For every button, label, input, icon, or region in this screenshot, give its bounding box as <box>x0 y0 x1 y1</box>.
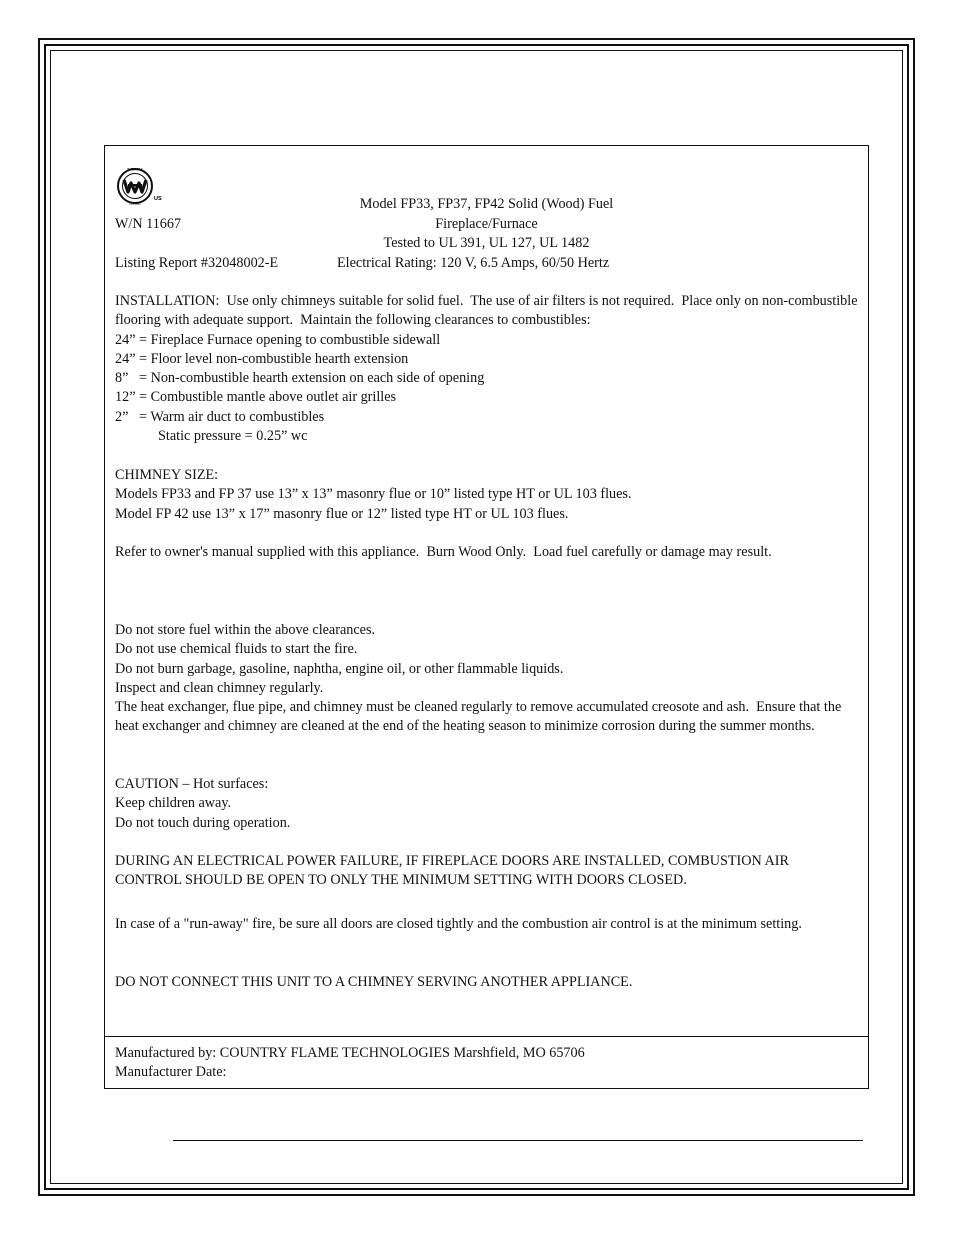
electrical-rating: Electrical Rating: 120 V, 6.5 Amps, 60/50 Hertz <box>337 255 610 271</box>
footer-divider <box>105 1036 868 1037</box>
chimney-line-2: Model FP 42 use 13” x 17” masonry flue or 12” listed type HT or UL 103 flues. <box>115 505 569 522</box>
model-line: Model FP33, FP37, FP42 Solid (Wood) Fuel <box>359 196 614 212</box>
manufacturer: Manufactured by: COUNTRY FLAME TECHNOLOGIES Marshfield, MO 65706 <box>115 1045 585 1061</box>
tested-standards: Tested to UL 391, UL 127, UL 1482 <box>383 235 590 251</box>
clearance-4: 12” = Combustible mantle above outlet air grilles <box>115 389 397 406</box>
appliance-type: Fireplace/Furnace <box>435 216 538 232</box>
warning-4: Inspect and clean chimney regularly. <box>115 679 324 696</box>
clearance-3: 8” = Non-combustible hearth extension on each side of opening <box>115 370 485 387</box>
do-not-connect-warning: DO NOT CONNECT THIS UNIT TO A CHIMNEY SERVING ANOTHER APPLIANCE. <box>115 974 633 990</box>
clearance-1: 24” = Fireplace Furnace opening to combustible sidewall <box>115 331 441 348</box>
certification-mark-top: INTERTEK <box>127 167 143 172</box>
warning-1: Do not store fuel within the above clearances. <box>115 622 376 638</box>
certification-mark-bottom: LISTED <box>129 202 141 206</box>
chimney-line-1: Models FP33 and FP 37 use 13” x 13” masonry flue or 10” listed type HT or UL 103 flues. <box>115 486 632 503</box>
manufacturer-footer <box>115 1044 585 1083</box>
warning-3: Do not burn garbage, gasoline, naphtha, engine oil, or other flammable liquids. <box>115 660 564 677</box>
installation-section <box>115 292 862 446</box>
power-failure-warning: DURING AN ELECTRICAL POWER FAILURE, IF FIREPLACE DOORS ARE INSTALLED, COMBUSTION AIR CONTROL SHOULD BE OPEN TO ONLY THE MINIMUM SETTING WITH DOORS CLOSED. <box>115 853 793 889</box>
static-pressure: Static pressure = 0.25” wc <box>158 428 308 445</box>
chimney-section <box>115 466 858 524</box>
rating-label <box>104 145 869 1089</box>
warning-5: The heat exchanger, flue pipe, and chimney must be cleaned regularly to remove accumulated creosote and ash. Ensure that the heat exchanger and chimney are cleaned at the end of the heating season to minimize corrosion during the summer months. <box>115 699 845 735</box>
installation-text: INSTALLATION: Use only chimneys suitable for solid fuel. The use of air filters is not required. Place only on non-combustible flooring with adequate support. Maintain the following clearances to combustibles: <box>115 293 862 329</box>
manufacture-date: Manufacturer Date: <box>115 1064 227 1081</box>
caution-title: CAUTION – Hot surfaces: <box>115 776 269 792</box>
warning-2: Do not use chemical fluids to start the fire. <box>115 641 358 658</box>
runaway-fire-note: In case of a "run-away" fire, be sure all doors are closed tightly and the combustion air control is at the minimum setting. <box>115 916 802 932</box>
listing-report: Listing Report #32048002-E <box>115 255 279 271</box>
clearance-5: 2” = Warm air duct to combustibles <box>115 408 325 425</box>
clearance-2: 24” = Floor level non-combustible hearth extension <box>115 350 409 367</box>
caution-1: Keep children away. <box>115 795 232 812</box>
work-number: W/N 11667 <box>115 216 182 232</box>
caution-section <box>115 775 858 833</box>
chimney-title: CHIMNEY SIZE: <box>115 467 219 483</box>
caution-2: Do not touch during operation. <box>115 814 291 831</box>
bottom-rule <box>173 1140 863 1141</box>
certification-mark-suffix: US <box>154 196 162 202</box>
warnings-section <box>115 621 858 737</box>
owner-manual-note: Refer to owner's manual supplied with this appliance. Burn Wood Only. Load fuel carefully or damage may result. <box>115 544 772 560</box>
